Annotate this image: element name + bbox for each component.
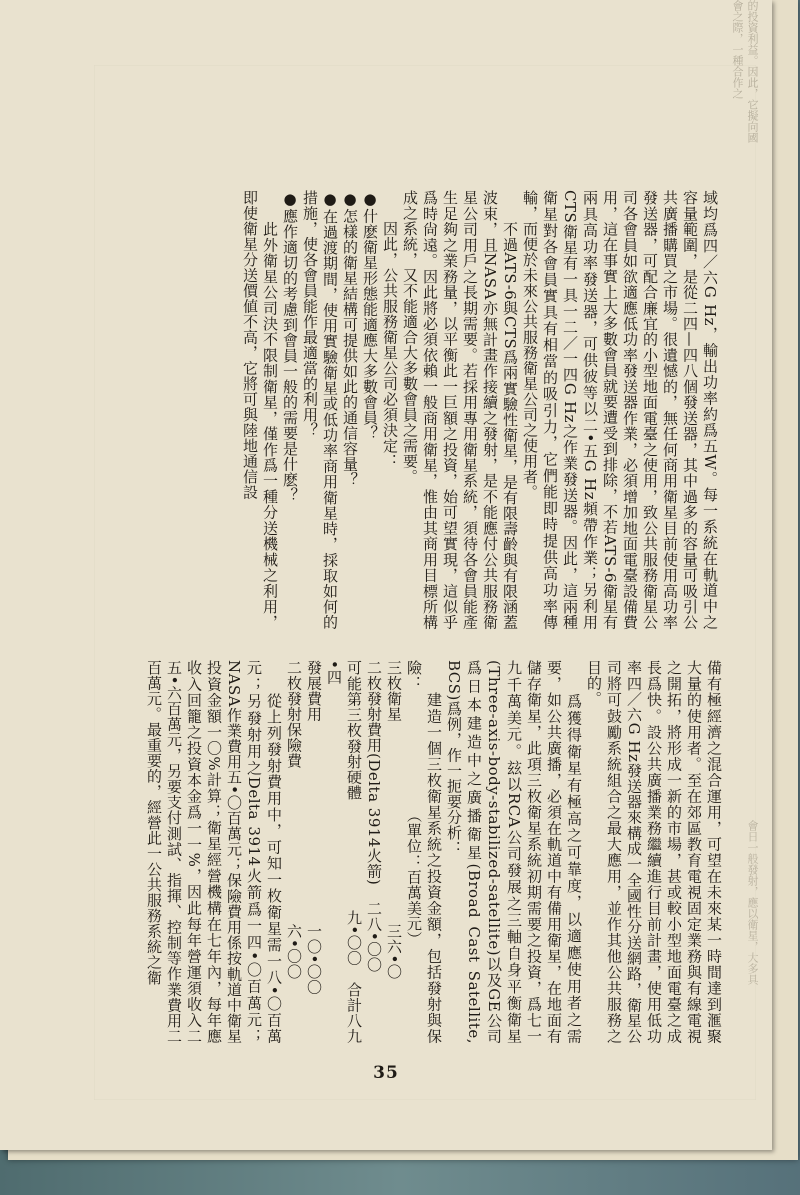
lower-text-column: 備有極經濟之混合運用，可望在未來某一時間達到滙聚大量的使用者。至在郊區教育電視固定業務與有線電視之開拓，將形成一新的市場，甚或較小型地面電臺之成長爲快。設公共廣播業務繼續進行目前計畫，使用低功率四／六G Hz發送器來構成一全國性分送網路，衛星公司將可鼓勵系統組合之最大應用，並作其他公共服務之目的。 爲獲得衛星有極高之可靠度，以適應使用者之需要，如公共廣播，必須在軌道中有備用衛星，在地面有儲存衛星，此項三枚衛星系統初期需要之投資，爲七一九千萬美元。玆以RCA公司發展之三軸自身平衡衛星(Three-axis-body-stabilized-satellite)以及GE公司爲日本建造中之廣播衛星(Broad Cast Satellite, BCS)爲例，作一扼要分析： 建造一個三枚衛星系統之投資金額，包括發射與保險： （單位：百萬美元） 三枚衛星 三六•〇 二枚發射費用(Delta 3914火箭) 二八•〇〇 可能第三枚發射硬體 九•〇〇 合計八九•四 發展費用 一〇•〇〇 二枚發射保險費 六•〇〇 從上列發射費用中，可知一枚衛星需一八•〇百萬元；另發射用之Delta 3914火箭爲一四•〇百萬元；NASA作業費用五•〇百萬元；保險費用係按軌道中衛星投資金額一〇%計算；衛星經營機構在七年內，每年應收入回籠之投資本金爲一一%，因此每年營運須收入二五•六百萬元，另要支付測試、指揮、控制等作業費用二百萬元。最重要的，經營此一公共服務系統之衛 <box>145 660 723 1044</box>
bleed-through-text-bottom: 會日一般發射，應以衛星，大多具 <box>746 820 759 985</box>
page-number: 35 <box>373 1063 399 1083</box>
bleed-through-text-top: 的投資利益。因此，它擬向國會之際，一種合作之 <box>731 0 759 143</box>
upper-text-column: 域均爲四／六G Hz，輸出功率約爲五W。每一系統在軌道中之容量範圍，是從二四—四八個發送器，其中過多的容量可吸引公共廣播購買之市場。很遺憾的，無任何商用衛星目前使用高功率發送器，可配合廉宜的小型地面電臺之使用，致公共服務衛星公司各會員如欲適應低功率發送器作業，必須增加地面電臺設備費用，這在事實上大多數會員就要遭受到排除，不若ATS-6衛星有兩具高功率發送器，可供彼等以二•五G Hz頻帶作業；另利用CTS衛星有一具一二／一四G Hz之作業發送器。因此，這兩種衛星對各會員實具有相當的吸引力，它們能即時提供高功率傳輸，而便於未來公共服務衛星公司之使用者。 不過ATS-6與CTS爲兩實驗性衛星，是有限壽齡與有限涵蓋波束，且NASA亦無計畫作接續之發射，是不能應付公共服務衛星公司用戶之長期需要。若採用專用衛星系統，須待各會員能產生足夠之業務量，以平衡此一巨額之投資，始可望實現，這似乎爲時尙遠。因此將必須依賴一般商用衛星，惟由其商用目標所構成之系統，又不能適合大多數會員之需要。 因此，公共服務衛星公司必須決定： ●什麽衛星形態能適應大多數會員？ ●怎樣的衛星結構可提供如此的通信容量？ ●在過渡期間，使用實驗衛星或低功率商用衛星時，採取如何的措施，使各會員能作最適當的利用？ ●應作適切的考慮到會員一般的需要是什麽？ 此外衛星公司決不限制衛星，僅作爲一種分送機械之利用，即使衛星分送價値不高，它將可與陸地通信設 <box>241 190 719 630</box>
